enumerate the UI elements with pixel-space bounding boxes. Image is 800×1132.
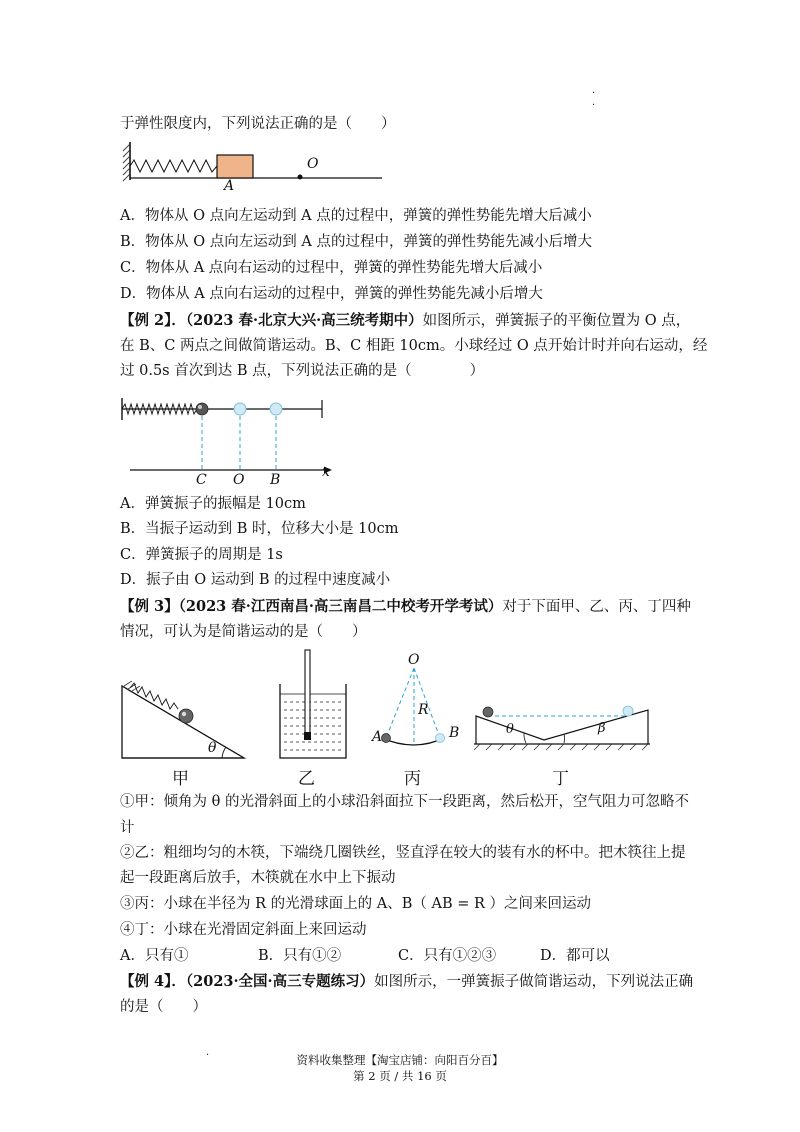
fig2-label-b: B: [270, 472, 281, 488]
footer-dot: ·: [206, 1050, 210, 1061]
label-a: A: [224, 178, 235, 194]
fig-yi: [280, 650, 346, 758]
q1-option-c: C．物体从 A 点向右运动的过程中，弹簧的弹性势能先增大后减小: [120, 260, 543, 276]
ex3-choice-a: A．只有①: [120, 948, 189, 964]
fig-bing: [382, 668, 445, 745]
figure-3-drawing: [118, 646, 658, 766]
fig2-label-o: O: [233, 472, 245, 488]
caption-ding: 丁: [552, 769, 569, 789]
ex3-line-1: [120, 597, 691, 617]
ex3-line-2: 情况，可认为是简谐运动的是（ ）: [120, 624, 367, 640]
fig3-label-r: R: [418, 702, 429, 718]
ex2-line-3: 过 0.5s 首次到达 B 点，下列说法正确的是（ ）: [120, 363, 485, 379]
ex4-line-2: 的是（ ）: [120, 999, 207, 1015]
ex4-line-1: [120, 972, 693, 992]
footer-source: 资料收集整理【淘宝店铺：向阳百分百】: [296, 1053, 504, 1067]
ex3-choice-b: B．只有①②: [258, 948, 342, 964]
fig3-theta-jia: θ: [208, 740, 217, 756]
fig3-label-o: O: [408, 652, 420, 668]
ex3-item-1-line-1: ①甲：倾角为 θ 的光滑斜面上的小球沿斜面拉下一段距离，然后松开，空气阻力可忽略不: [120, 794, 689, 810]
ex4-line-1-text: 如图所示，一弹簧振子做简谐运动，下列说法正确: [374, 974, 694, 990]
fig3-label-b: B: [449, 725, 460, 741]
ex2-option-d: D．振子由 O 运动到 B 的过程中速度减小: [120, 572, 391, 588]
caption-bing: 丙: [404, 769, 421, 789]
figure-1-drawing: [120, 138, 390, 188]
ex2-option-a: A．弹簧振子的振幅是 10cm: [120, 496, 306, 512]
ex3-item-4: ④丁：小球在光滑固定斜面上来回运动: [120, 922, 367, 938]
fig-ding: [474, 706, 650, 750]
ex2-tag: 【例 2】．（2023 春·北京大兴·高三统考期中）: [120, 312, 423, 329]
ex3-item-2-line-1: ②乙：粗细均匀的木筷，下端绕几圈铁丝，竖直浮在较大的装有水的杯中。把木筷往上提: [120, 845, 686, 861]
ex3-item-3: ③丙：小球在半径为 R 的光滑球面上的 A、B（ AB = R ）之间来回运动: [120, 896, 591, 912]
label-o: O: [307, 156, 319, 172]
figure-2-drawing: [120, 392, 340, 482]
ex4-tag: 【例 4】．（2023·全国·高三专题练习）: [120, 973, 375, 990]
q1-option-b: B．物体从 O 点向左运动到 A 点的过程中，弹簧的弹性势能先减小后增大: [120, 234, 592, 250]
q1-option-a: A．物体从 O 点向左运动到 A 点的过程中，弹簧的弹性势能先增大后减小: [120, 208, 592, 224]
fig3-theta-ding: θ: [506, 722, 514, 737]
q1-option-d: D．物体从 A 点向右运动的过程中，弹簧的弹性势能先减小后增大: [120, 286, 543, 302]
footer-page-number: 第 2 页 / 共 16 页: [353, 1069, 447, 1083]
caption-jia: 甲: [172, 769, 189, 789]
fig2-label-c: C: [196, 472, 207, 488]
ex2-option-b: B．当振子运动到 B 时，位移大小是 10cm: [120, 521, 399, 537]
fig3-beta-ding: β: [598, 721, 606, 736]
ex2-line-1: [120, 311, 690, 331]
fig-jia: [122, 681, 244, 758]
ex3-choice-d: D．都可以: [540, 948, 610, 964]
ex3-item-2-line-2: 起一段距离后放手，木筷就在水中上下振动: [120, 870, 396, 886]
fig2-label-x: x: [322, 464, 330, 480]
ex2-line-1-text: 如图所示，弹簧振子的平衡位置为 O 点，: [422, 313, 691, 329]
caption-yi: 乙: [298, 769, 315, 789]
fig3-label-a: A: [372, 729, 383, 745]
ex3-choice-c: C．只有①②③: [398, 948, 497, 964]
corner-dot-1: ·: [592, 88, 596, 99]
intro-line: 于弹性限度内，下列说法正确的是（ ）: [120, 116, 396, 132]
ex2-line-2: 在 B、C 两点之间做简谐运动。B、C 相距 10cm。小球经过 O 点开始计时并向右运动，经: [120, 338, 708, 354]
ex3-line-1-text: 对于下面甲、乙、丙、丁四种: [502, 599, 691, 615]
corner-dot-2: ·: [592, 100, 596, 111]
ex3-item-1-line-2: 计: [120, 820, 135, 836]
ex2-option-c: C．弹簧振子的周期是 1s: [120, 547, 283, 563]
ex3-tag: 【例 3】（2023 春·江西南昌·高三南昌二中校考开学考试）: [120, 598, 503, 615]
